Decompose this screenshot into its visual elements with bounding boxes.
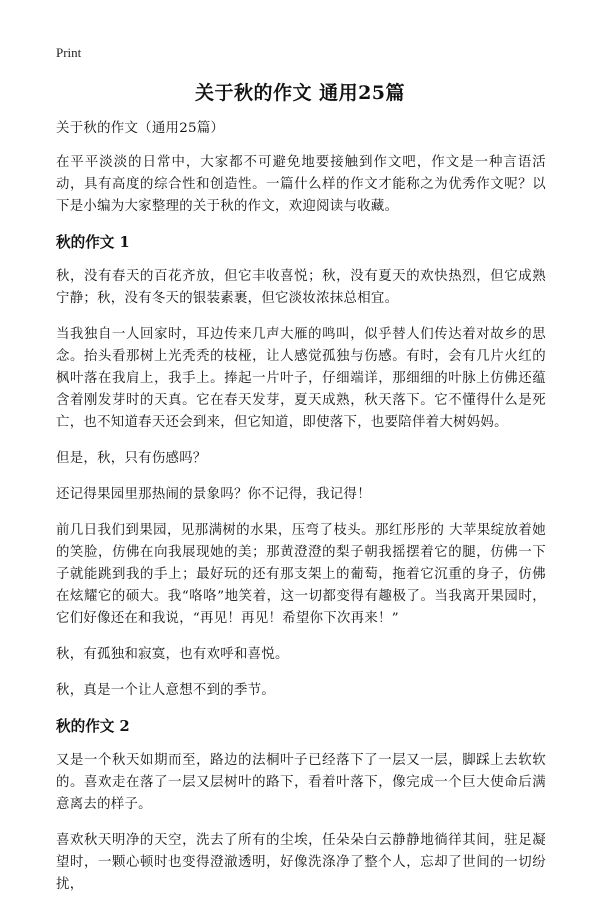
intro-paragraph: 在平平淡淡的日常中，大家都不可避免地要接触到作文吧，作文是一种言语活动，具有高度的综合性和创造性。一篇什么样的作文才能称之为优秀作文呢？以下是小编为大家整理的关于秋的作文，欢迎阅读与收藏。 (56, 155, 546, 214)
document-title: 关于秋的作文 通用25篇 (194, 82, 406, 104)
essay-1-paragraph-3: 但是，秋，只有伤感吗？ (56, 451, 207, 466)
essay-2-paragraph-1: 又是一个秋天如期而至，路边的法桐叶子已经落下了一层又一层，脚踩上去软软的。喜欢走在落了一层又层树叶的路下，看着叶落下，像完成一个巨大使命后满意离去的样子。 (56, 753, 546, 812)
essay-1-paragraph-2: 当我独自一人回家时，耳边传来几声大雁的鸣叫，似乎替人们传达着对故乡的思念。抬头看那树上光秃秃的枝桠，让人感觉孤独与伤感。有时，会有几片火红的枫叶落在我肩上，我手上。捧起一片叶子，仔细端详，那细细的叶脉上仿佛还蕴含着刚发芽时的天真。它在春天发芽，夏天成熟，秋天落下。它不懂得什么是死亡，也不知道春天还会到来，但它知道，即使落下，也要陪伴着大树妈妈。 (56, 327, 546, 430)
essay-1-heading: 秋的作文 1 (56, 234, 130, 251)
essay-1-paragraph-1: 秋，没有春天的百花齐放，但它丰收喜悦；秋，没有夏天的欢快热烈，但它成熟宁静；秋，没有冬天的银装素裹，但它淡妆浓抹总相宜。 (56, 269, 546, 306)
essay-1-paragraph-5: 前几日我们到果园，见那满树的水果，压弯了枝头。那红彤彤的 大苹果绽放着她的笑脸，仿佛在向我展现她的美；那黄澄澄的梨子朝我摇摆着它的腿，仿佛一下子就能跳到我的手上；最好玩的还有那支架上的葡萄，拖着它沉重的身子，仿佛在炫耀它的硕大。我“咯咯”地笑着，这一切都变得有趣极了。当我离开果园时，它们好像还在和我说，“再见！再见！希望你下次再来！” (56, 523, 546, 626)
essay-2-paragraph-2: 喜欢秋天明净的天空，洗去了所有的尘埃，任朵朵白云静静地徜徉其间，驻足凝望时，一颗心顿时也变得澄澈透明，好像洗涤净了整个人，忘却了世间的一切纷扰， (56, 833, 546, 892)
essay-2-heading: 秋的作文 2 (56, 718, 130, 735)
print-link[interactable]: Print (56, 45, 82, 60)
essay-1-paragraph-6: 秋，有孤独和寂寞，也有欢呼和喜悦。 (56, 647, 289, 662)
document-body (56, 118, 546, 910)
essay-1-paragraph-4: 还记得果园里那热闹的景象吗？你不记得，我记得！ (56, 487, 371, 502)
essay-1-paragraph-7: 秋，真是一个让人意想不到的季节。 (56, 683, 276, 698)
intro-subtitle: 关于秋的作文（通用25篇） (56, 121, 225, 136)
